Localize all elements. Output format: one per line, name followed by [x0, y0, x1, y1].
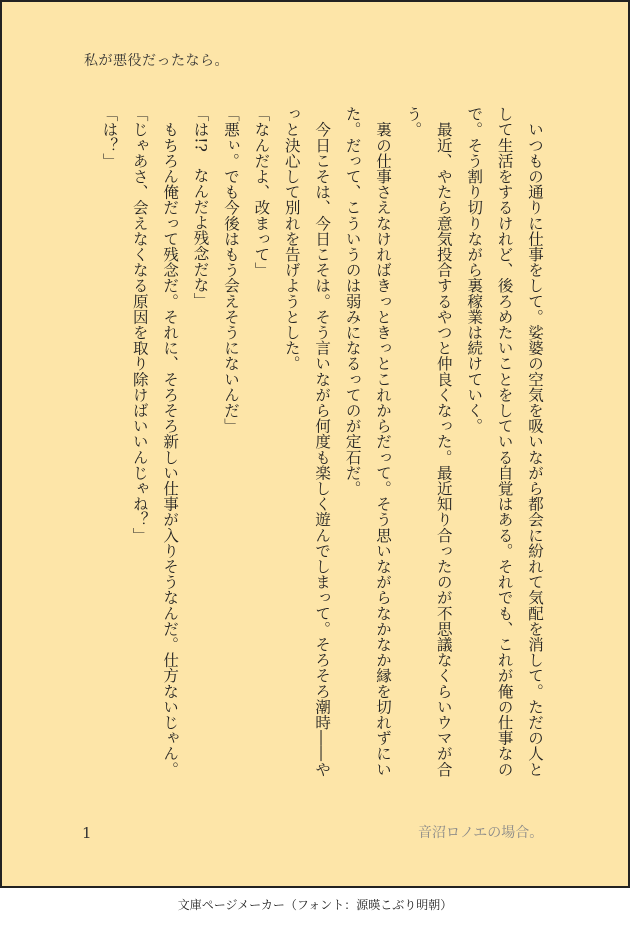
dialogue-line: 「悪ぃ。でも今後はもう会えそうにないんだ」: [221, 106, 240, 434]
paragraph: 今日こそは、今日こそは。そう言いながら何度も楽しく遊んでしまって。そろそろ潮時――やっと決心して別れを告げようとした。: [282, 106, 332, 777]
dialogue-line: 「は!? なんだよ残念だな」: [191, 106, 210, 308]
paragraph: 裏の仕事さえなければきっときっとこれからだって。そう思いながらなかなか縁を切れずにいた。だって、こういうのは弱みになるってのが定石だ。: [343, 106, 392, 777]
page-number: 1: [82, 824, 92, 842]
chapter-footer: 音沼ロノエの場合。: [418, 825, 544, 841]
vertical-body-text: [94, 106, 550, 786]
dialogue-line: 「は？」: [100, 106, 119, 169]
dialogue-line: 「なんだよ、改まって」: [252, 106, 271, 278]
dialogue-line: 「じゃあさ、会えなくなる原因を取り除けばいいんじゃね？」: [130, 106, 149, 543]
running-title: 私が悪役だったなら。: [84, 53, 229, 69]
paragraph: いつもの通りに仕事をして。娑婆の空気を吸いながら都会に紛れて気配を消して。ただの人として生活をするけれど、後ろめたいことをしている自覚はある。それでも、これが俺の仕事なので。そう割り切りながら裏稼業は続けていく。: [465, 106, 544, 777]
paragraph: 最近、やたら意気投合するやつと仲良くなった。最近知り合ったのが不思議なくらいウマが合う。: [404, 106, 453, 777]
app-caption: 文庫ページメーカー（フォント：源暎こぶり明朝）: [177, 898, 453, 912]
paragraph: もちろん俺だって残念だ。それに、そろそろ新しい仕事が入りそうなんだ。仕方ないじゃん。: [161, 106, 180, 777]
